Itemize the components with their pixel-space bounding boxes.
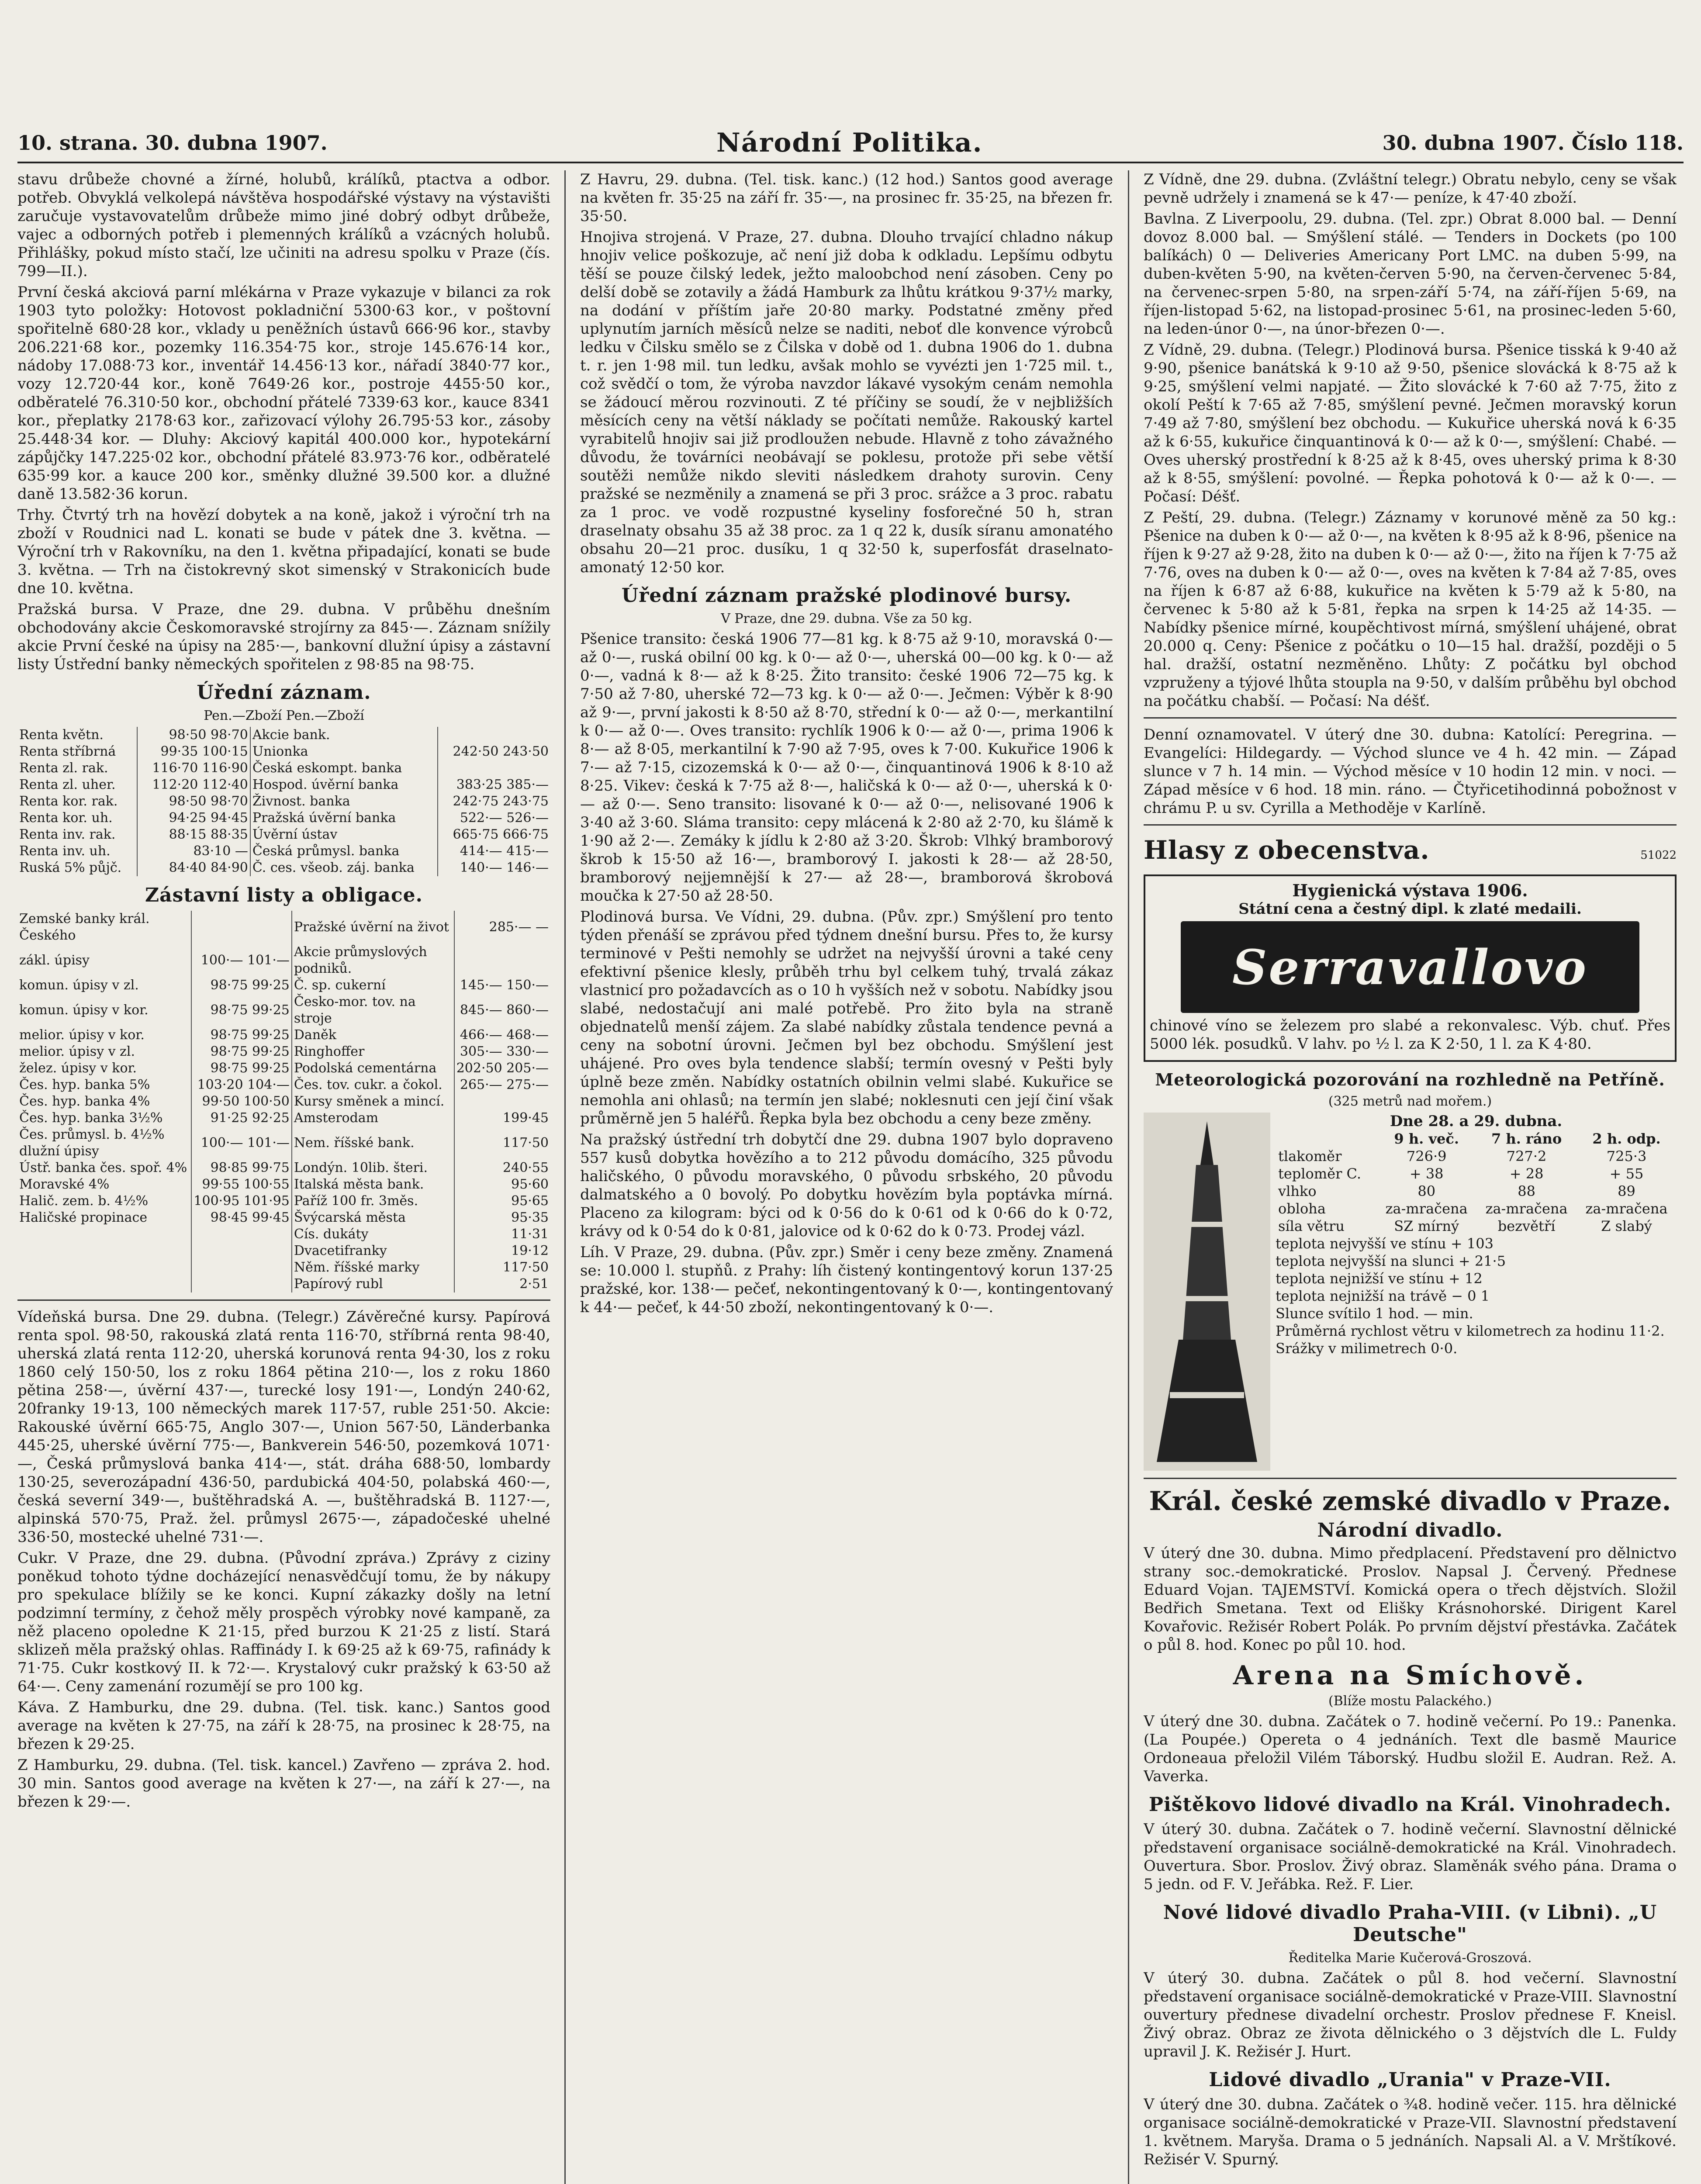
rates-row-cell: Úvěrní ústav	[250, 826, 438, 843]
zastavni-table	[17, 911, 550, 1292]
zastavni-row-cell: 19·12	[454, 1243, 550, 1259]
zastavni-row	[17, 1093, 550, 1110]
meteo-extra-line: teplota nejnižší na trávě − 0 1	[1276, 1288, 1490, 1304]
article-kava: Káva. Z Hamburku, dne 29. dubna. (Tel. tisk. kanc.) Santos good average na květen k 27·75, na září k 28·75, na prosinec k 28·75, na březen k 29·25.	[17, 1699, 550, 1753]
rates-row-cell: Ruská 5% půjč.	[19, 860, 122, 875]
article-dobytci-trh: Na pražský ústřední trh dobytčí dne 29. dubna 1907 bylo dopraveno 557 kusů dobytka hovězího a to 212 původu domácího, 325 původu haličského, 0 původu moravského, 0 původu srbského, 20 původu dalmatského a 0 bovolý. Po dobytku hovězím byla poptávka mírná. Placeno za kilogram: býci od k 0·56 do k 0·61 od k 0·66 do k 0·72, krávy od k 0·54 do k 0·81, jalovice od k 0·62 do k 0·73. Prodej vázl.	[580, 1131, 1113, 1240]
rates-row-cell	[438, 760, 550, 777]
meteo-extra-line: Srážky v milimetrech 0·0.	[1276, 1340, 1458, 1357]
zastavni-row-cell: Čes. hyp. banka 3½%	[19, 1110, 163, 1126]
meteo-cell: obloha	[1278, 1200, 1326, 1217]
rates-row-cell: 94·25 94·45	[137, 810, 250, 826]
zastavni-row-cell: 91·25 92·25	[191, 1110, 291, 1127]
zastavni-row-cell: 95·60	[454, 1176, 550, 1193]
zastavni-row-cell: 100·95 101·95	[191, 1193, 291, 1209]
zastavni-row-cell: Česko-mor. tov. na stroje	[292, 994, 454, 1027]
zastavni-row-cell: 305·— 330·—	[454, 1044, 550, 1060]
zastavni-row-cell: Italská města bank.	[292, 1176, 454, 1193]
hlasy-heading: Hlasy z obecenstva.	[1144, 835, 1430, 865]
rates-row-cell: 140·— 146·—	[438, 860, 550, 876]
rates-row-cell: Živnost. banka	[250, 793, 438, 810]
zastavni-row-cell: 98·75 99·25	[191, 1027, 291, 1044]
meteo-cell: 80	[1418, 1183, 1436, 1199]
article-lih: Líh. V Praze, 29. dubna. (Pův. zpr.) Směr i ceny beze změny. Znamená se: 10.000 l. stupňů. z Prahy: líh čistený kontingentový korun 137·25 pražské, kor. 138·— pečeť, nekontingentovaný k 0·—, kontingentovaný k 44·— pečeť, k 44·50 zboží, nekontingentovaný k 0·—.	[580, 1244, 1113, 1316]
rates-row-cell: 522·— 526·—	[438, 810, 550, 826]
zastavni-row-cell: 98·75 99·25	[191, 977, 291, 994]
ad-brand-banner: Serravallovo	[1181, 921, 1639, 1013]
zastavni-row	[17, 994, 550, 1027]
rates-row	[17, 843, 550, 860]
meteo-row	[1276, 1147, 1677, 1165]
zastavni-row-cell: 202·50 205·—	[454, 1060, 550, 1077]
page-number: 10. strana. 30. dubna 1907.	[17, 131, 328, 155]
zastavni-row-cell: 95·35	[454, 1209, 550, 1226]
zastavni-row-cell: Paříž 100 fr. 3měs.	[292, 1193, 454, 1209]
plodinove-heading: Úřední záznam pražské plodinové bursy.	[621, 584, 1072, 607]
column-rule	[564, 170, 566, 2184]
meteo-data	[1270, 1113, 1677, 1471]
article-pest: Z Peští, 29. dubna. (Telegr.) Záznamy v korunové měně za 50 kg.: Pšenice na duben k 0·— až 0·—, na květen k 8·95 až k 8·96, pšenice na říjen k 9·27 až 9·28, žito na duben k 0·— až 0·—, žito na říjen k 7·75 až 7·76, oves na duben k 0·— až 0·—, oves na květen k 7·84 až 7·85, oves na říjen k 6·87 až 6·88, kukuřice na květen k 5·79 až k 5·80, na červenec k 5·80 až k 5·81, řepka na srpen k 14·25 až 14·35. — Nabídky pšenice mírné, koupěchtivost mírná, smýšlení uhájené, obrat 20.000 q. Ceny: Pšenice z počátku o 10—15 hal. dražší, později o 5 hal. dražší, ostatní nezměněno. Lhůty: Z počátku byl obchod vzpruženy a týjové lhůta stoupla na 9·50, v dalším průběhu byl obchod na počátku chabší. — Počasí: Na déšť.	[1144, 509, 1677, 710]
issue-number: 30. dubna 1907. Číslo 118.	[1382, 131, 1684, 155]
zastavni-row-cell: Čes. tov. cukr. a čokol.	[292, 1077, 454, 1093]
zastavni-row-cell	[17, 1276, 191, 1292]
zastavni-row-cell: Halič. zem. b. 4½%	[19, 1193, 149, 1209]
pistek-title: Pištěkovo lidové divadlo na Král. Vinohradech.	[1148, 1794, 1672, 1816]
zastavni-row-cell: Papírový rubl	[292, 1276, 454, 1292]
zastavni-row	[17, 1193, 550, 1209]
zastavni-row-cell: 845·— 860·—	[454, 994, 550, 1027]
meteo-cell: SZ mírný	[1394, 1218, 1459, 1234]
meteo-row	[1276, 1217, 1677, 1235]
zastavni-row-cell: 240·55	[454, 1160, 550, 1176]
zastavni-row-cell: Podolská cementárna	[292, 1060, 454, 1077]
meteo-cell: 725·3	[1606, 1148, 1647, 1165]
zastavni-row-cell: Moravské 4%	[19, 1177, 110, 1192]
rates-row-cell: Pražská úvěrní banka	[250, 810, 438, 826]
header-rule	[17, 162, 1684, 163]
meteo-cell: síla větru	[1278, 1218, 1345, 1234]
zastavni-row-cell: Čes. hyp. banka 4%	[19, 1094, 150, 1109]
meteo-cell: 89	[1618, 1183, 1635, 1199]
zastavni-row-cell: Dvacetifranky	[292, 1243, 454, 1259]
zastavni-row-cell: 98·75 99·25	[191, 994, 291, 1027]
rates-row	[17, 743, 550, 760]
meteo-subheading: (325 metrů nad mořem.)	[1328, 1094, 1492, 1109]
newspaper-page	[17, 17, 1684, 2184]
zastavni-row-cell: 11·31	[454, 1226, 550, 1243]
meteo-column-header: 7 h. ráno	[1491, 1130, 1562, 1147]
rates-row-cell: 242·50 243·50	[438, 743, 550, 760]
rates-row	[17, 793, 550, 810]
rates-row	[17, 810, 550, 826]
rates-subheading: Pen.—Zboží Pen.—Zboží	[204, 708, 364, 723]
column-1	[17, 170, 550, 2184]
zastavni-row-cell: melior. úpisy v kor.	[19, 1027, 145, 1043]
zastavni-row	[17, 1060, 550, 1077]
zastavni-row-cell	[191, 1243, 291, 1259]
zastavni-row-cell: Amsterodam	[292, 1110, 454, 1127]
zastavni-row-cell: 99·55 100·55	[191, 1176, 291, 1193]
rates-row-cell: Česká eskompt. banka	[250, 760, 438, 777]
rates-row-cell: Č. ces. všeob. záj. banka	[250, 860, 438, 876]
zastavni-row	[17, 1044, 550, 1060]
zastavni-row-cell: 98·75 99·25	[191, 1060, 291, 1077]
zastavni-row-cell: komun. úpisy v kor.	[19, 1002, 149, 1018]
ad-award: Státní cena a čestný dipl. k zlaté medaili.	[1238, 900, 1582, 918]
zastavni-row-cell: Ústř. banka čes. spoř. 4%	[19, 1160, 187, 1175]
meteo-cell: + 28	[1509, 1165, 1544, 1182]
zastavni-row	[17, 1127, 550, 1160]
meteo-block	[1144, 1113, 1677, 1471]
zastavni-row-cell	[191, 1276, 291, 1292]
article-trhy: Trhy. Čtvrtý trh na hovězí dobytek a na koně, jakož i výroční trh na zboží v Roudnici nad L. konati se bude v pátek dne 3. května. — Výroční trh v Rakovníku, na den 1. května připadající, konati se bude 3. května. — Trh na čistokrevný skot simenský v Strakonicích bude dne 10. května.	[17, 506, 550, 597]
rates-row-cell: Renta zl. uher.	[19, 777, 116, 792]
hlasy-header	[1144, 833, 1677, 867]
rates-row-cell: Renta stříbrná	[19, 744, 116, 759]
article-denni-oznamovatel: Denní oznamovatel. V úterý dne 30. dubna: Katolící: Peregrina. — Evangelíci: Hildegardy. — Východ slunce ve 4 h. 42 min. — Západ slunce v 7 h. 14 min. — Východ měsíce v 10 hodin 12 min. v noci. — Západ měsíce v 6 hod. 18 min. ráno. — Čtyřicetihodinná pobožnost v chrámu P. u sv. Cyrilla a Methoděje v Karlíně.	[1144, 726, 1677, 817]
meteo-column-header	[1276, 1130, 1376, 1147]
meteo-row	[1276, 1182, 1677, 1200]
zastavni-row-cell: melior. úpisy v zl.	[19, 1044, 135, 1059]
zastavni-heading: Zástavní listy a obligace.	[145, 884, 423, 906]
zastavni-row-cell: 199·45	[454, 1110, 550, 1127]
arena-subtitle: (Blíže mostu Palackého.)	[1328, 1693, 1492, 1709]
zastavni-row-cell: 99·50 100·50	[191, 1093, 291, 1110]
meteo-row	[1276, 1200, 1677, 1217]
article-plodinova-bursa: Plodinová bursa. Ve Vídni, 29. dubna. (Pův. zpr.) Smýšlení pro tento týden přenáší se zprávou před týdnem dnešní bursu. Přes to, že kursy terminové v Pešti nemohly se udržet na nejvyšší úrovni a také ceny efektivní pšenice klesly, průběh trhu byl celkem tuhý, trvalá zákaz vlastnicí pro požadavcích as o 10 h vyšších než v sobotu. Nabídky jsou slabé, nedostačují ani malé potřebě. Pro žito byla na straně objednatelů menší zájem. Za slabé nabídky zůstala tendence pevná a ceny na sobotní úrovni. Ječmen byl bez obchodu. Smýšlení jest uhájené. Pro oves byla tendence slabší; termín ovesný v Pešti byly úplně beze změn. Nabídky ostatních obilnin velmi slabé. Kukuřice se nemohla ani ohlasů; na termín jen slabé; noklesnuti cen její činí však průměrně jen 5 haléřů. Řepka byla bez obchodu a ceny beze změny.	[580, 908, 1113, 1127]
meteo-date: Dne 28. a 29. dubna.	[1390, 1113, 1563, 1130]
nove-divadlo-title: Nové lidové divadlo Praha-VIII. (v Libni). „U Deutsche"	[1163, 1901, 1657, 1946]
meteo-cell: 727·2	[1506, 1148, 1547, 1165]
zastavni-row	[17, 1160, 550, 1176]
zastavni-row-cell: 100·— 101·—	[191, 944, 291, 977]
column-3	[1144, 170, 1677, 2184]
article-prazska-bursa: Pražská bursa. V Praze, dne 29. dubna. V průběhu dnešním obchodovány akcie Českomoravské strojírny za 845·—. Záznam snížily akcie První české na úpisy na 285·—, bankovní dlužní úpisy a zástavní listy Ústřední banky německých spořitelen z 98·85 na 98·75.	[17, 601, 550, 673]
meteo-extra-line: teplota nejvyšší na slunci + 21·5	[1276, 1253, 1506, 1269]
zastavni-row	[17, 1276, 550, 1292]
zastavni-row-cell: 265·— 275·—	[454, 1077, 550, 1093]
rates-row-cell: Renta zl. rak.	[19, 760, 108, 776]
meteo-cell: za-mračena	[1585, 1200, 1668, 1217]
zastavni-row-cell: Něm. říšské marky	[292, 1259, 454, 1276]
meteo-cell: + 38	[1409, 1165, 1444, 1182]
divider	[17, 1299, 550, 1301]
rates-row-cell: 88·15 88·35	[137, 826, 250, 843]
article-bavlna: Bavlna. Z Liverpoolu, 29. dubna. (Tel. zpr.) Obrat 8.000 bal. — Denní dovoz 8.000 bal. — Smýšlení stálé. — Tenders in Dockets (po 100 balíkách) 0 — Deliveries Americany Port LMC. na duben 5·99, na duben-květen 5·90, na květen-červen 5·90, na červen-červenec 5·84, na červenec-srpen 5·80, na srpen-září 5·74, na září-říjen 5·69, na říjen-listopad 5·62, na listopad-prosinec 5·61, na prosinec-leden 5·60, na leden-únor 0·—, na únor-březen 0·—.	[1144, 210, 1677, 338]
article-plodinove: Pšenice transito: česká 1906 77—81 kg. k 8·75 až 9·10, moravská 0·— až 0·—, ruská obilní 00 kg. k 0·— až 0·—, uherská 00—00 kg. k 0·— až 0·—, vadná k 8·— až k 8·25. Žito transito: české 1906 72—75 kg. k 7·50 až 7·80, uherské 72—73 kg. k 0·— až 0·—. Ječmen: Výběr k 8·90 až 9·—, první jakosti k 8·50 až 8·70, střední k 0·— až 0·—, merkantilní k 0·— až 0·—. Oves transito: rychlík 1906 k 0·— až 0·—, prima 1906 k 8·— až 8·05, merkantilní k 7·90 až 7·95, oves k 7·00. Kukuřice 1906 k 7·— až 7·15, cizozemská k 0·— až 0·—, činquantinová 1906 k 8·10 až 8·25. Vikev: česká k 7·75 až 8·—, haličská k 0·— až 0·—, uherská k 0·— až 0·—. Seno transito: lisované k 0·— až 0·—, nelisované 1906 k 3·40 až 3·60. Sláma transito: cepy mlácená k 2·80 až 2·70, ku šlámě k 1·90 až 2·—. Zemáky k jídlu k 2·80 až 3·20. Škrob: Vlhký bramborový škrob k 15·50 až 16·—, bramborový I. jakosti k 28·— až 28·50, bramborový nejjemnější k 27·— až 28·—, bramborová škrobová moučka k 27·50 až 28·50.	[580, 630, 1113, 905]
article-kava-hamburk: Z Hamburku, 29. dubna. (Tel. tisk. kancel.) Zavřeno — zpráva 2. hod. 30 min. Santos good average na květen k 27·—, na září k 27·—, na březen k 29·—.	[17, 1756, 550, 1811]
meteo-cell: teploměr C.	[1278, 1165, 1362, 1182]
rates-row-cell: Renta kor. rak.	[19, 794, 118, 809]
article-viden: Z Vídně, dne 29. dubna. (Zvláštní telegr.) Obratu nebylo, ceny se však pevně udržely i znamená se k 47·— peníze, k 47·40 zboží.	[1144, 171, 1677, 207]
theatre-title: Král. české zemské divadlo v Praze.	[1149, 1486, 1671, 1517]
rates-row	[17, 727, 550, 743]
meteo-heading: Meteorologická pozorování na rozhledně na Petříně.	[1155, 1070, 1665, 1089]
zastavni-row-cell: Londýn. 10lib. šteri.	[292, 1160, 454, 1176]
rates-row-cell: 84·40 84·90	[137, 860, 250, 876]
pistek-programme: V úterý 30. dubna. Začátek o 7. hodině večerní. Slavnostní dělnické představení organisace sociálně-demokratické na Král. Vinohradech. Ouvertura. Sbor. Proslov. Živý obraz. Slaměnák svého pána. Drama o 5 jedn. od F. V. Jeřábka. Rež. F. Lier.	[1144, 1821, 1677, 1893]
rates-row	[17, 760, 550, 777]
zastavni-row-cell: Nem. říšské bank.	[292, 1127, 454, 1160]
meteo-cell: tlakoměr	[1278, 1148, 1342, 1165]
rates-row-cell: 665·75 666·75	[438, 826, 550, 843]
zastavni-row	[17, 911, 550, 944]
zastavni-row-cell: 466·— 468·—	[454, 1027, 550, 1044]
rates-row-cell: Renta kor. uh.	[19, 810, 113, 826]
theatre-programme: V úterý dne 30. dubna. Mimo předplacení. Představení pro dělnictvo strany soc.-demokratické. Proslov. Napsal J. Červený. Přednese Eduard Vojan. TAJEMSTVÍ. Komická opera o třech dějstvích. Složil Bedřich Smetana. Text od Elišky Krásnohorské. Dirigent Karel Kovařovic. Režisér Robert Polák. Po prvním dějství přestávka. Začátek o půl 8. hod. Konec po půl 10. hod.	[1144, 1545, 1677, 1654]
zastavni-row-cell: komun. úpisy v zl.	[19, 978, 139, 993]
meteo-extra-line: Průměrná rychlost větru v kilometrech za hodinu 11·2.	[1276, 1323, 1665, 1339]
zastavni-row	[17, 1077, 550, 1093]
zastavni-row-cell	[454, 944, 550, 977]
article-hnojiva: Hnojiva strojená. V Praze, 27. dubna. Dlouho trvající chladno nákup hnojiv velice poškozuje, ač není již doba k odkladu. Lepšímu odbytu těší se pouze čilský ledek, ježto maloobchod není zásoben. Ceny po delší době se zotavily a žádá Hamburk za lhůtu krátkou 9·37½ marky, na dodání v příštím jaře 20·80 marky. Podstatné změny před uplynutím jarních měsíců nelze se naditi, neboť dle konvence výrobců ledku v Čilsku smělo se z Čilska v době od 1. dubna 1906 do 1. dubna t. r. jen 1·98 mil. tun ledku, avšak mohlo se vyvézti jen 1·725 mil. t., což svědčí o tom, že výroba navzdor lákavé vysokým cenám nemohla se žádoucí měrou rozvinouti. Z té příčiny se soudí, že v nejbližších měsících ceny na větší náklady se počítati nemůže. Rakouský kartel vyrabitelů hnojiv sai již prodloužen nebude. Hlavně z toho závažného důvodu, že továrníci neobávají se poklesu, protože při sebe větší soutěži nemůže nikdo sleviti následkem drahoty surovin. Ceny pražské se nezměnily a znamená se při 3 proc. srážce a 3 proc. rabatu za 1 proc. ve vodě rozpustné kyseliny fosforečné 50 h, stran draselnaty obsahu 35 až 38 proc. za 1 q 22 k, dusík síranu amonatého obsahu 20—21 proc. dusíku, 1 q 32·50 k, superfosfát draselnato-amonatý 12·50 kor.	[580, 228, 1113, 576]
rates-row-cell: Renta květn.	[19, 727, 104, 743]
ad-text: chinové víno se železem pro slabé a rekonvalesc. Výb. chuť. Přes 5000 lék. posudků. V lahv. po ½ l. za K 2·50, 1 l. za K 4·80.	[1150, 1017, 1670, 1053]
meteo-column-header: 9 h. več.	[1394, 1130, 1459, 1147]
zastavni-row-cell	[191, 1259, 291, 1276]
zastavni-row-cell	[454, 1093, 550, 1110]
zastavni-row-cell	[191, 911, 291, 944]
rates-row-cell: Renta inv. uh.	[19, 843, 111, 859]
rates-row-cell: 414·— 415·—	[438, 843, 550, 860]
rates-table	[17, 727, 550, 876]
zastavni-row	[17, 1176, 550, 1193]
rates-row-cell: Unionka	[250, 743, 438, 760]
meteo-cell: 726·9	[1406, 1148, 1447, 1165]
zastavni-row-cell: 285·— —	[454, 911, 550, 944]
zastavni-row-cell: 117·50	[454, 1259, 550, 1276]
zastavni-row-cell: 103·20 104·—	[191, 1077, 291, 1093]
zastavni-row-cell: 145·— 150·—	[454, 977, 550, 994]
rates-row-cell: 112·20 112·40	[137, 777, 250, 793]
rates-row-cell: 242·75 243·75	[438, 793, 550, 810]
zastavni-row-cell: Kursy směnek a mincí.	[292, 1093, 454, 1110]
hlasy-number: 51022	[1640, 849, 1677, 862]
meteo-extra	[1276, 1235, 1677, 1357]
zastavni-row-cell: 98·45 99·45	[191, 1209, 291, 1226]
plodinove-subheading: V Praze, dne 29. dubna. Vše za 50 kg.	[721, 611, 972, 626]
zastavni-row	[17, 1110, 550, 1127]
zastavni-row-cell: Ringhoffer	[292, 1044, 454, 1060]
zastavni-row	[17, 1226, 550, 1243]
meteo-column-header: 2 h. odp.	[1592, 1130, 1661, 1147]
rates-row-cell: Hospod. úvěrní banka	[250, 777, 438, 793]
meteo-extra-line: Slunce svítilo 1 hod. — min.	[1276, 1305, 1473, 1322]
nove-divadlo-subtitle: Ředitelka Marie Kučerová-Groszová.	[1288, 1950, 1532, 1966]
rates-row-cell: 83·10 —	[137, 843, 250, 860]
zastavni-row-cell: želez. úpisy v kor.	[19, 1061, 137, 1076]
zastavni-row-cell: 98·85 99·75	[191, 1160, 291, 1176]
zastavni-row-cell: 2·51	[454, 1276, 550, 1292]
meteo-cell: za-mračena	[1385, 1200, 1468, 1217]
rates-row	[17, 860, 550, 876]
divider	[1144, 824, 1677, 826]
zastavni-row-cell	[17, 1259, 191, 1276]
rates-row-cell	[438, 727, 550, 743]
zastavni-row	[17, 977, 550, 994]
zastavni-row-cell: Akcie průmyslových podniků.	[292, 944, 454, 977]
article-cukr: Cukr. V Praze, dne 29. dubna. (Původní zpráva.) Zprávy z ciziny poněkud tohoto týdne docházející nenasvědčují tomu, že by nákupy pro spekulace blížily se ke konci. Kupní zákazky došly na letní podzimní termíny, z čehož měly prospěch výrobky nové kampaně, za něž placeno opoledne K 21·15, před burzou K 21·25 z listí. Stará sklizeň měla pražský ohlas. Raffinády I. k 69·25 až k 69·75, rafinády k 71·75. Cukr kostkový II. k 72·—. Krystalový cukr pražský k 63·50 až 64·—. Ceny zamenání rozumějí se pro 100 kg.	[17, 1549, 550, 1695]
zastavni-row	[17, 944, 550, 977]
petrin-tower-icon	[1144, 1113, 1270, 1471]
nove-divadlo-programme: V úterý 30. dubna. Začátek o půl 8. hod večerní. Slavnostní představení organisace sociálně-demokratické v Praze-VIII. Slavnostní ouvertury přednese divadelní orchestr. Proslov přednese F. Kneisl. Živý obraz. Obraz ze života dělnického o 3 dějstvích dle L. Fuldy upravil J. K. Režisér J. Hurt.	[1144, 1970, 1677, 2060]
ad-headline: Hygienická výstava 1906.	[1292, 881, 1528, 900]
zastavni-row-cell: 95·65	[454, 1193, 550, 1209]
zastavni-row	[17, 1209, 550, 1226]
column-rule	[1128, 170, 1129, 2184]
zastavni-row	[17, 1259, 550, 1276]
rates-row	[17, 777, 550, 793]
meteo-table	[1276, 1130, 1677, 1235]
meteo-cell: bezvětří	[1497, 1218, 1556, 1234]
article-havre: Z Havru, 29. dubna. (Tel. tisk. kanc.) (12 hod.) Santos good average na květen fr. 35·25 na září fr. 35·—, na prosinec fr. 35·25, na březen fr. 35·50.	[580, 171, 1113, 225]
divider	[1144, 717, 1677, 719]
meteo-cell: vlhko	[1278, 1183, 1317, 1199]
meteo-cell: + 55	[1609, 1165, 1644, 1182]
urania-programme: V úterý dne 30. dubna. Začátek o ¾8. hodině večer. 115. hra dělnické organisace sociálně-demokratické v Praze-VII. Slavnostní představení 1. květnem. Maryša. Drama o 5 jednáních. Napsali Al. a V. Mrštíkové. Režisér V. Spurný.	[1144, 2096, 1677, 2168]
rates-heading: Úřední záznam.	[197, 681, 371, 704]
arena-title: Arena na Smíchově.	[1233, 1660, 1587, 1691]
rates-row-cell: Renta inv. rak.	[19, 827, 116, 842]
zastavni-row-cell: Daněk	[292, 1027, 454, 1044]
zastavni-row-cell: 98·75 99·25	[191, 1044, 291, 1060]
rates-row-cell: 98·50 98·70	[137, 727, 250, 743]
zastavni-row-cell	[17, 1226, 191, 1243]
zastavni-row-cell: Č. sp. cukerní	[292, 977, 454, 994]
rates-row-cell: 116·70 116·90	[137, 760, 250, 777]
zastavni-row-cell: Čes. hyp. banka 5%	[19, 1077, 150, 1092]
article-intro: stavu drůbeže chovné a žírné, holubů, králíků, ptactva a odbor. potřeb. Obvyklá velkolepá návštěva hospodářské výstavy na výstavišti zaručuje vystavovatelům drůbeže mimo jiné dobrý odbyt drůbeže, vajec a odborných potřeb i plemenných králíků a vzácných holubů. Přihlášky, pokud místo stačí, lze učiniti na adresu spolku v Praze (čís. 799—II.).	[17, 171, 550, 280]
urania-title: Lidové divadlo „Urania" v Praze-VII.	[1209, 2069, 1611, 2091]
zastavni-row-cell: Zemské banky král. Českého	[19, 911, 150, 943]
zastavni-row	[17, 1243, 550, 1259]
zastavni-row-cell: zákl. úpisy	[19, 953, 90, 968]
meteo-extra-line: teplota nejvyšší ve stínu + 103	[1276, 1235, 1494, 1252]
theatre-subtitle: Národní divadlo.	[1317, 1519, 1503, 1541]
zastavni-row-cell: Cís. dukáty	[292, 1226, 454, 1243]
zastavni-row-cell: 117·50	[454, 1127, 550, 1160]
rates-row-cell: Akcie bank.	[250, 727, 438, 743]
divider	[1144, 1478, 1677, 1479]
zastavni-row-cell	[191, 1226, 291, 1243]
serravallo-advert	[1144, 874, 1677, 1062]
meteo-extra-line: teplota nejnižší ve stínu + 12	[1276, 1270, 1483, 1287]
meteo-cell: Z slabý	[1601, 1218, 1652, 1234]
article-vidne-bursa: Z Vídně, 29. dubna. (Telegr.) Plodinová bursa. Pšenice tisská k 9·40 až 9·90, pšenice banátská k 9·10 až 9·50, pšenice slovácká k 8·75 až k 9·25, smýšlení velmi napjaté. — Žito slovácké k 7·60 až 7·75, žito z okolí Peští k 7·65 až 7·85, smýšlení pevné. Ječmen moravský korun 7·49 až 7·80, smýšlení bez obchodu. — Kukuřice uherská nová k 6·35 až k 6·55, kukuřice činquantinová k 0·— až k 0·—, smýšlení: Chabé. — Oves uherský prostřední k 8·25 až k 8·45, oves uherský prima k 8·30 až k 8·55, smýšlení: povolné. — Řepka pohotová k 0·— až k 0·—. — Počasí: Déšť.	[1144, 341, 1677, 505]
rates-row-cell: 383·25 385·—	[438, 777, 550, 793]
article-mlekarna: První česká akciová parní mlékárna v Praze vykazuje v bilanci za rok 1903 tyto položky: Hotovost pokladniční 5300·63 kor., v poštovní spořitelně 680·28 kor., vklady u peněžních ústavů 666·96 kor., stavby 206.221·68 kor., pozemky 116.354·75 kor., stroje 145.676·14 kor., nádoby 17.088·73 kor., inventář 14.456·13 kor., nářadí 3840·77 kor., vozy 12.720·44 kor., koně 7649·26 kor., postroje 4455·50 kor., odběratelé 76.310·50 kor., obchodní přátelé 7339·63 kor., kauce 8341 kor., přeplatky 2178·63 kor., zařizovací výlohy 26.795·53 kor., zásoby 25.448·34 kor. — Dluhy: Akciový kapitál 400.000 kor., hypotekární zápůjčky 147.225·02 kor., obchodní přátelé 83.973·76 kor., odběratelé 635·99 kor. a kauce 200 kor., směnky dlužné 39.500 kor. a dlužné daně 13.582·36 korun.	[17, 283, 550, 503]
meteo-cell: 88	[1518, 1183, 1535, 1199]
zastavni-row-cell: 100·— 101·—	[191, 1127, 291, 1160]
zastavni-row	[17, 1027, 550, 1044]
masthead-title: Národní Politika.	[716, 128, 983, 158]
zastavni-row-cell: Pražské úvěrní na život	[292, 911, 454, 944]
column-2	[580, 170, 1113, 2184]
zastavni-row-cell	[17, 1243, 191, 1259]
meteo-cell: za-mračena	[1485, 1200, 1568, 1217]
rates-row-cell: 99·35 100·15	[137, 743, 250, 760]
rates-row	[17, 826, 550, 843]
zastavni-row-cell: Čes. průmysl. b. 4½% dlužní úpisy	[19, 1127, 165, 1159]
running-head	[17, 128, 1684, 162]
article-videnska-bursa: Vídeňská bursa. Dne 29. dubna. (Telegr.) Závěrečné kursy. Papírová renta spol. 98·50, rakouská zlatá renta 116·70, stříbrná renta 98·40, uherská zlatá renta 112·20, uherská korunová renta 94·30, los z roku 1860 celý 150·50, los z roku 1864 pětina 210·—, los z roku 1860 pětina 258·—, úvěrní 437·—, turecké losy 191·—, Londýn 240·62, 20franky 19·13, 100 německých marek 117·57, ruble 251·50. Akcie: Rakouské úvěrní 665·75, Anglo 307·—, Union 567·50, Länderbanka 445·25, uherské úvěrní 775·—, Bankverein 546·50, pozemková 1071·—, Česká průmyslová banka 414·—, stát. dráha 688·50, lombardy 130·25, severozápadní 436·50, pardubická 404·50, polabská 460·—, česká severní 349·—, buštěhradská A. —, buštěhradská B. 1127·—, alpinská 570·75, Praž. žel. průmysl 2675·—, západočeské uhelné 336·50, mostecké uhelné 731·—.	[17, 1308, 550, 1546]
rates-row-cell: Česká průmysl. banka	[250, 843, 438, 860]
rates-row-cell: 98·50 98·70	[137, 793, 250, 810]
meteo-row	[1276, 1165, 1677, 1182]
arena-programme: V úterý dne 30. dubna. Začátek o 7. hodině večerní. Po 19.: Panenka. (La Poupée.) Opereta o 4 jednáních. Text dle basmě Maurice Ordoneaua přeložil Vilém Táborský. Hudbu složil E. Audran. Rež. A. Vaverka.	[1144, 1713, 1677, 1785]
zastavni-row-cell: Haličské propinace	[19, 1210, 148, 1225]
zastavni-row-cell: Švýcarská města	[292, 1209, 454, 1226]
